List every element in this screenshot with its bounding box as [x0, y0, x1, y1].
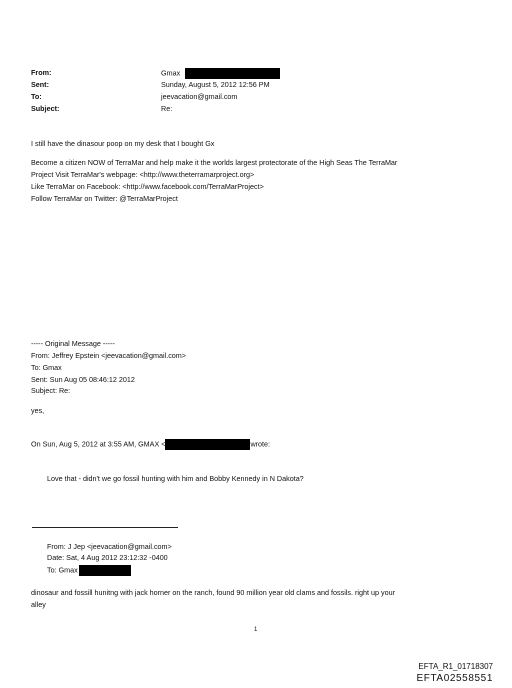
- earlier-from: From: J Jep <jeevacation@gmail.com>: [47, 542, 172, 551]
- bates-number-2: EFTA02558551: [416, 673, 493, 684]
- subject-label: Subject:: [31, 104, 60, 113]
- redaction-bar: [165, 439, 250, 450]
- subject-value: Re:: [161, 104, 173, 113]
- earlier-message-line-1: dinosaur and fossill hunitng with jack horner on the ranch, found 90 million year old clams and fossils. right up your: [31, 588, 395, 597]
- promo-line-2: Project Visit TerraMar's webpage: <http://www.theterramarproject.org>: [31, 170, 255, 179]
- to-label: To:: [31, 92, 42, 101]
- original-from: From: Jeffrey Epstein <jeevacation@gmail.com>: [31, 351, 186, 360]
- quote-attribution: [31, 439, 270, 450]
- promo-line-1: Become a citizen NOW of TerraMar and help make it the worlds largest protectorate of the High Seas The TerraMar: [31, 158, 398, 167]
- earlier-message-line-2: alley: [31, 600, 46, 609]
- promo-line-4: Follow TerraMar on Twitter: @TerraMarProject: [31, 194, 178, 203]
- page-number: 1: [254, 627, 258, 633]
- from-value: [161, 68, 280, 79]
- original-subject: Subject: Re:: [31, 386, 71, 395]
- earlier-to: [47, 565, 131, 576]
- earlier-date: Date: Sat, 4 Aug 2012 23:12:32 -0400: [47, 553, 168, 562]
- bates-number-1: EFTA_R1_01718307: [418, 662, 493, 671]
- original-sent: Sent: Sun Aug 05 08:46:12 2012: [31, 375, 135, 384]
- reply-text: yes,: [31, 406, 45, 415]
- redaction-bar: [185, 68, 280, 79]
- attribution-prefix: On Sun, Aug 5, 2012 at 3:55 AM, GMAX <: [31, 439, 166, 449]
- original-divider: ----- Original Message -----: [31, 339, 115, 348]
- from-name: Gmax: [161, 68, 181, 78]
- sent-value: Sunday, August 5, 2012 12:56 PM: [161, 80, 270, 89]
- separator-line: [32, 527, 178, 528]
- original-to: To: Gmax: [31, 363, 62, 372]
- attribution-suffix: wrote:: [250, 439, 271, 449]
- earlier-to-text: To: Gmax: [47, 565, 78, 575]
- to-value: jeevacation@gmail.com: [161, 92, 238, 101]
- sent-label: Sent:: [31, 80, 49, 89]
- from-label: From:: [31, 68, 52, 77]
- body-line-1: I still have the dinasour poop on my desk that I bought Gx: [31, 139, 215, 148]
- promo-line-3: Like TerraMar on Facebook: <http://www.facebook.com/TerraMarProject>: [31, 182, 264, 191]
- quoted-message: Love that - didn't we go fossil hunting with him and Bobby Kennedy in N Dakota?: [47, 474, 304, 483]
- redaction-bar: [79, 565, 131, 576]
